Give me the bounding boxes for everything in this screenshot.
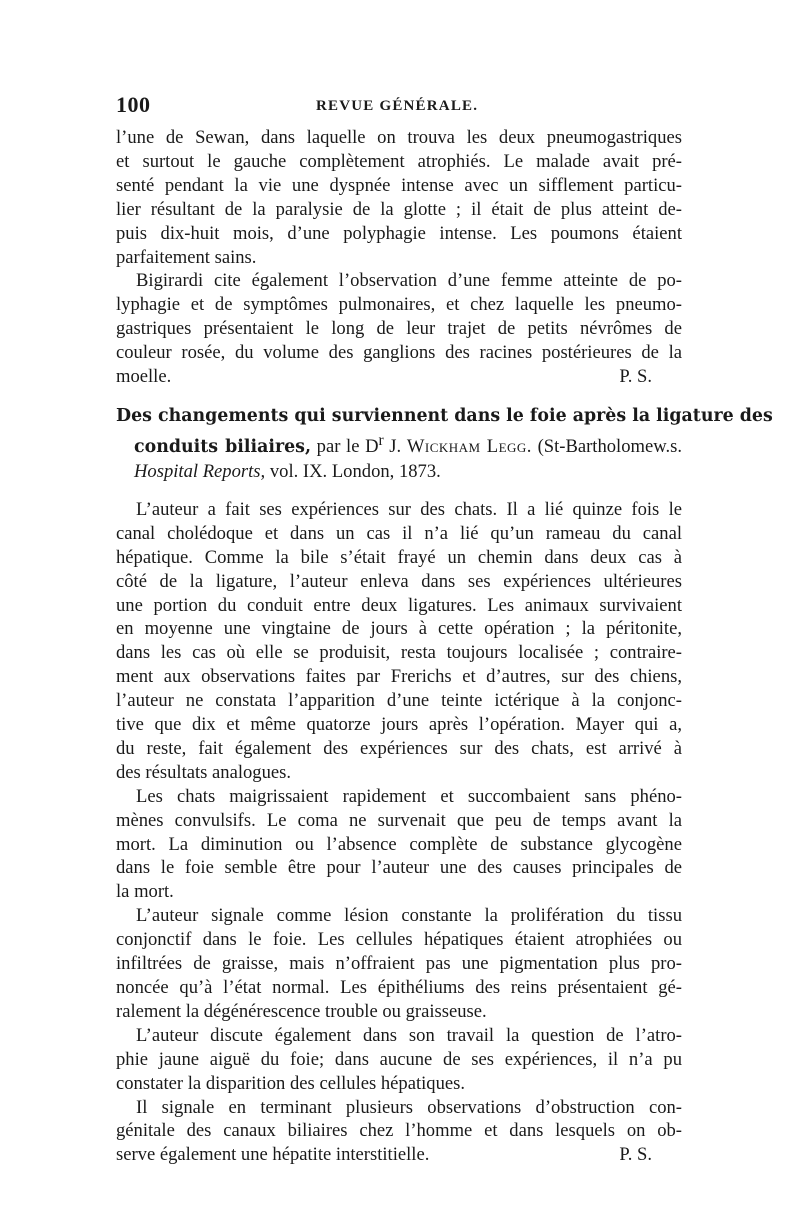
- paragraph: [116, 1024, 682, 1096]
- text-line: Les chats maigrissaient rapidement et succombaient sans phéno-: [136, 785, 682, 807]
- paragraph: [116, 1096, 682, 1168]
- text-line: phie jaune aiguë du foie; dans aucune de ses expériences, il n’a pu: [116, 1048, 682, 1070]
- author-signature: P. S.: [619, 1144, 652, 1166]
- text-line: Bigirardi cite également l’observation d’une femme atteinte de po-: [136, 270, 682, 292]
- article-body: [116, 498, 682, 1167]
- article-source: (St-Bartholomew.s.: [531, 436, 682, 458]
- text-line: dans les cas où elle se produisit, resta toujours localisée ; contraire-: [116, 642, 682, 664]
- text-line: mort. La diminution ou l’absence complète de substance glycogène: [116, 833, 682, 855]
- article-title-line: Des changements qui surviennent dans le foie après la ligature des: [116, 405, 773, 426]
- text-line-end: serve également une hépatite interstitielle.: [116, 1144, 430, 1166]
- text-line: une portion du conduit entre deux ligatures. Les animaux survivaient: [116, 594, 682, 616]
- text-line: et surtout le gauche complètement atrophiés. Le malade avait pré-: [116, 150, 682, 172]
- paragraph-continuation: [116, 126, 682, 269]
- text-line-signed: [116, 365, 682, 389]
- text-line: l’une de Sewan, dans laquelle on trouva les deux pneumogastriques: [116, 127, 682, 148]
- text-line-end: moelle.: [116, 366, 172, 388]
- text-line: tive que dix et même quatorze jours après l’opération. Mayer qui a,: [116, 714, 682, 736]
- article-byline-sup: r: [378, 431, 384, 449]
- text-line: gastriques présentaient le long de leur trajet de petits névrômes de: [116, 318, 682, 340]
- page-number: 100: [116, 92, 151, 117]
- text-line: L’auteur signale comme lésion constante la prolifération du tissu: [136, 905, 682, 927]
- article-title: [116, 405, 773, 484]
- text-line: Il signale en terminant plusieurs observations d’obstruction con-: [136, 1096, 682, 1118]
- text-line: noncée qu’à l’état normal. Les épithéliums des reins présentaient gé-: [116, 977, 682, 998]
- text-line: ment aux observations faites par Frerichs et d’autres, sur des chiens,: [116, 666, 682, 688]
- text-line: couleur rosée, du volume des ganglions des racines postérieures de la: [116, 342, 682, 364]
- body-text: [116, 126, 773, 1167]
- text-line-signed: [116, 1143, 682, 1167]
- article-byline: par le D: [311, 436, 379, 458]
- text-line: parfaitement sains.: [116, 246, 257, 268]
- text-line: lier résultant de la paralysie de la glotte ; il était de plus atteint de-: [116, 198, 682, 220]
- text-line: senté pendant la vie une dyspnée intense avec un sifflement particu-: [116, 174, 682, 196]
- text-line: hépatique. Comme la bile s’était frayé un chemin dans deux cas à: [116, 546, 682, 568]
- text-line: du reste, fait également des expériences sur des chats, est arrivé à: [116, 737, 682, 759]
- running-head: REVUE GÉNÉRALE.: [316, 98, 479, 114]
- text-line: dans le foie semble être pour l’auteur une des causes principales de: [116, 857, 682, 879]
- text-line: conjonctif dans le foie. Les cellules hépatiques étaient atrophiées ou: [116, 929, 682, 951]
- text-line: en moyenne une vingtaine de jours à cette opération ; la péritonite,: [116, 618, 682, 640]
- paragraph-bigirardi: [116, 269, 682, 389]
- text-line: mènes convulsifs. Le coma ne survenait que peu de temps avant la: [116, 809, 682, 831]
- article-title-bold: conduits biliaires,: [134, 437, 312, 458]
- text-line: ralement la dégénérescence trouble ou graisseuse.: [116, 1000, 487, 1022]
- page-header: [116, 92, 684, 120]
- article-title-line: [116, 460, 682, 484]
- article-author: Wickham Legg.: [406, 436, 532, 458]
- text-line: lyphagie et de symptômes pulmonaires, et chez laquelle les pneumo-: [116, 294, 682, 316]
- article-journal: Hospital Reports,: [134, 460, 266, 482]
- paragraph: [116, 785, 682, 905]
- text-line: L’auteur a fait ses expériences sur des chats. Il a lié quinze fois le: [136, 498, 682, 520]
- text-line: canal cholédoque et dans un cas il n’a lié qu’un rameau du canal: [116, 522, 682, 544]
- article-volume: vol. IX. London, 1873.: [265, 460, 441, 482]
- paragraph: [116, 498, 682, 785]
- article-title-line: [116, 429, 682, 460]
- text-line: puis dix-huit mois, d’une polyphagie intense. Les poumons étaient: [116, 222, 682, 244]
- article-author-initial: J.: [383, 436, 407, 458]
- text-line: infiltrées de graisse, mais n’offraient pas une pigmentation plus pro-: [116, 953, 682, 975]
- paragraph: [116, 904, 682, 1024]
- text-line: côté de la ligature, l’auteur enleva dans ses expériences ultérieures: [116, 570, 682, 592]
- text-line: l’auteur ne constata l’apparition d’une teinte ictérique à la conjonc-: [116, 690, 682, 712]
- text-line: des résultats analogues.: [116, 761, 292, 783]
- text-line: constater la disparition des cellules hépatiques.: [116, 1072, 466, 1094]
- author-signature: P. S.: [619, 366, 652, 388]
- text-line: génitale des canaux biliaires chez l’homme et dans lesquels on ob-: [116, 1120, 682, 1142]
- text-line: L’auteur discute également dans son travail la question de l’atro-: [136, 1024, 682, 1046]
- text-line: la mort.: [116, 881, 174, 903]
